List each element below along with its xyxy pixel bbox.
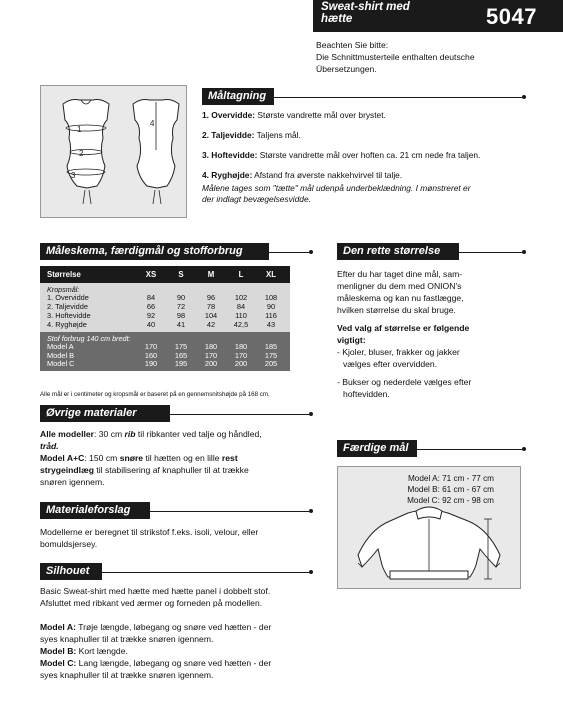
section-rule xyxy=(102,572,309,573)
table-row: 2. Taljevidde 66 72 78 84 90 xyxy=(47,301,276,311)
section-rule xyxy=(269,252,309,253)
silhouette-text: Basic Sweat-shirt med hætte med hætte panel i dobbelt stof. Afsluttet med ribkant ved ærmer og forneden på modellen. Model A: Trøje længde, løbegang og snøre ved hætten - der syes knaphuller til at trække snøren igennem. Model B: Kort længde. Model C: Lang længde, løbegang og snøre ved hætten - der syes knaphuller til at trække snøren igennem. xyxy=(40,586,272,680)
german-note xyxy=(316,39,556,75)
table-row: 3. Hoftevidde 92 98 104 110 116 xyxy=(47,310,277,320)
fabric-suggestion-heading: Materialeforslag xyxy=(40,502,150,519)
table-row: Model A 170 175 180 180 185 xyxy=(47,341,278,351)
note-line: Die Schnittmusterteile enthalten deutsche xyxy=(316,52,475,62)
rule-dot xyxy=(522,447,526,451)
materials-text: Alle modeller: 30 cm rib til ribkanter ved talje og håndled, tråd. Model A+C: 150 cm snøre til hætten og en lille rest strygeindlæg til stabilisering af knaphuller til at trække snøren igennem. xyxy=(40,429,262,487)
finished-lengths: Model A: 71 cm - 77 cm Model B: 61 cm - 67 cm Model C: 92 cm - 98 cm xyxy=(407,474,494,505)
pattern-header xyxy=(313,0,563,32)
note-line: Beachten Sie bitte: xyxy=(316,40,389,50)
measurement-item: 1. Overvidde: Største vandrette mål over brystet. xyxy=(202,110,386,120)
section-rule xyxy=(150,511,309,512)
rule-dot xyxy=(309,509,313,513)
figure-label-3: 3 xyxy=(71,171,76,180)
measurement-instructions xyxy=(202,110,527,205)
figure-label-1: 1 xyxy=(77,125,82,134)
fabric-suggestion-text: Modellerne er beregnet til strikstof f.eks. isoli, velour, eller bomuldsjersey. xyxy=(40,527,259,549)
note-line: Übersetzungen. xyxy=(316,64,377,74)
pattern-number: 5047 xyxy=(486,4,537,29)
pattern-title: Sweat-shirt med hætte xyxy=(321,1,410,25)
measurement-item: 3. Hoftevidde: Største vandrette mål over hoften ca. 21 cm nede fra taljen. xyxy=(202,150,481,160)
body-figure-box xyxy=(40,85,187,218)
section-rule xyxy=(170,414,309,415)
size-chart-table xyxy=(40,266,290,371)
rule-dot xyxy=(522,250,526,254)
table-row: Model C 190 195 200 200 205 xyxy=(47,359,278,369)
materials-heading: Øvrige materialer xyxy=(40,405,170,422)
rule-dot xyxy=(309,570,313,574)
rule-dot xyxy=(309,250,313,254)
right-size-heading: Den rette størrelse xyxy=(337,243,459,260)
section-rule xyxy=(417,449,522,450)
rule-dot xyxy=(309,412,313,416)
measurement-item: 2. Taljevidde: Taljens mål. xyxy=(202,130,301,140)
table-row: 4. Ryghøjde 40 41 42 42,5 43 xyxy=(47,319,276,329)
section-rule xyxy=(274,97,522,98)
finished-measurements-box xyxy=(337,466,521,589)
body-measurements-block: Kropsmål: 1. Overvidde 84 90 96 102 108 2. Taljevidde 66 72 78 84 90 3. Hoftevidde 92 98 104 110 116 4. Ryghøjde 40 41 42 42,5 43 xyxy=(40,283,290,332)
table-footnote: Alle mål er i centimeter og kropsmål er baseret på en gennemsnitshøjde på 168 cm. xyxy=(40,391,270,398)
measurement-note: Målene tages som "tætte" mål udenpå underbeklædning. I mønstreret er der indlagt bevægelsesvidde. xyxy=(202,183,471,204)
size-chart-heading: Måleskema, færdigmål og stofforbrug xyxy=(40,243,269,260)
fabric-consumption-block: Stof forbrug 140 cm bredt: Model A 170 175 180 180 185 Model B 160 165 170 170 175 Model C 190 195 200 200 205 xyxy=(40,332,290,372)
table-row: Model B 160 165 170 170 175 xyxy=(47,350,278,360)
maaltagning-heading: Måltagning xyxy=(202,88,274,105)
table-row: 1. Overvidde 84 90 96 102 108 xyxy=(47,293,278,302)
sweatshirt-illustration xyxy=(338,467,520,588)
silhouette-heading: Silhouet xyxy=(40,563,102,580)
section-rule xyxy=(459,252,522,253)
figure-label-2: 2 xyxy=(79,149,84,158)
finished-measurements-heading: Færdige mål xyxy=(337,440,417,457)
measurement-item: 4. Ryghøjde: Afstand fra øverste nakkehvirvel til talje. xyxy=(202,170,403,180)
figure-label-4: 4 xyxy=(150,119,155,128)
body-measurement-figure xyxy=(41,86,186,217)
rule-dot xyxy=(522,95,526,99)
right-size-text: Efter du har taget dine mål, sam- menligner du dem med ONION's måleskema og kan nu fastlægge, hvilken størrelse du skal bruge. Ved valg af størrelse er følgende vigtigt: - Kjoler, bluser, frakker og jakker vælges efter overvidden. - Bukser og nederdele vælges efter hoftevidden. xyxy=(337,269,472,399)
table-header-row: Størrelse XS S M L XL xyxy=(40,266,290,283)
